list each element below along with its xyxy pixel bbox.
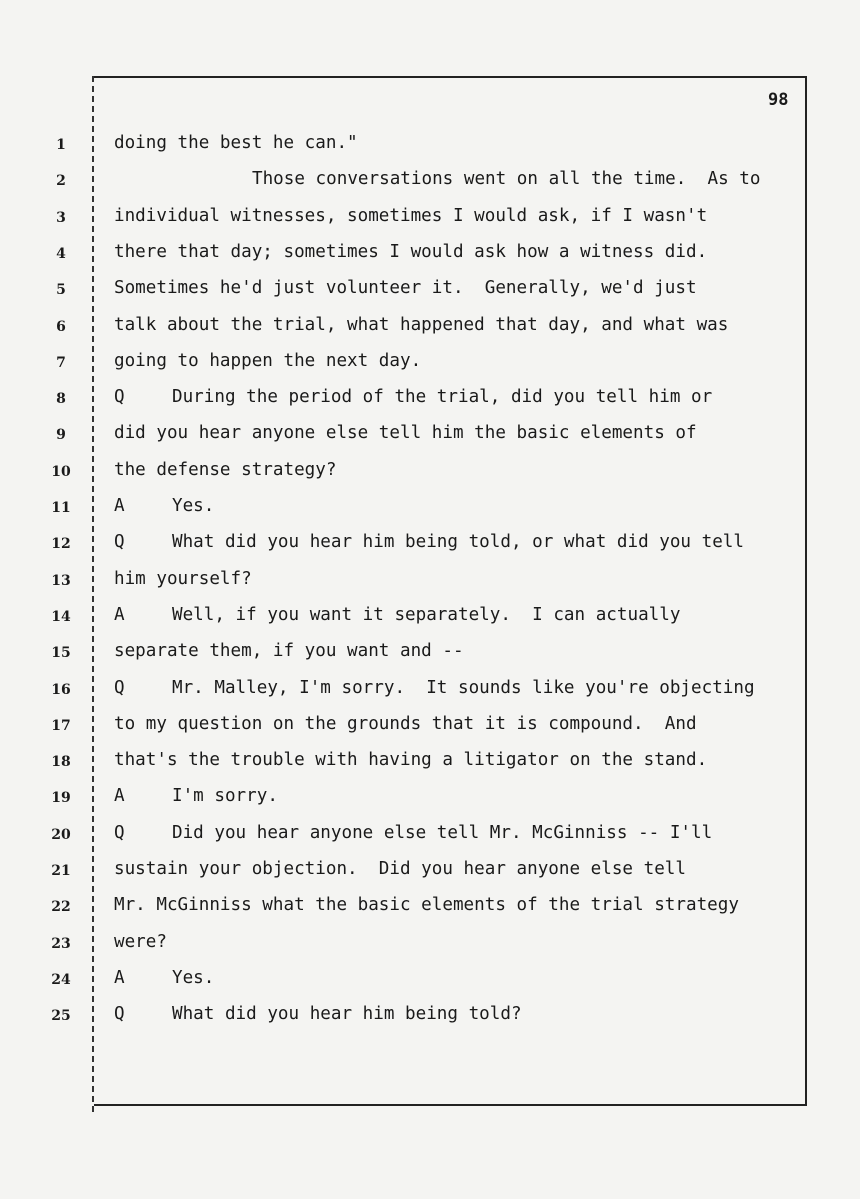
transcript-line bbox=[114, 169, 804, 189]
transcript-line bbox=[114, 206, 804, 226]
line-number: 1 bbox=[56, 137, 66, 153]
transcript-line bbox=[114, 932, 804, 952]
line-number: 17 bbox=[51, 718, 71, 734]
line-number: 19 bbox=[51, 790, 71, 806]
line-text: Yes. bbox=[172, 968, 215, 988]
line-text: him yourself? bbox=[114, 569, 252, 589]
transcript-line bbox=[114, 750, 804, 770]
speaker-label: Q bbox=[114, 823, 125, 843]
speaker-label: A bbox=[114, 605, 125, 625]
line-text: the defense strategy? bbox=[114, 460, 337, 480]
transcript-line bbox=[114, 496, 804, 516]
line-number: 7 bbox=[56, 355, 66, 371]
transcript-line bbox=[114, 895, 804, 915]
line-text: I'm sorry. bbox=[172, 786, 278, 806]
transcript-line bbox=[114, 423, 804, 443]
line-number: 13 bbox=[51, 573, 71, 589]
transcript-line bbox=[114, 968, 804, 988]
line-number: 16 bbox=[51, 682, 71, 698]
line-text: What did you hear him being told, or what did you tell bbox=[172, 532, 744, 552]
transcript-line bbox=[114, 315, 804, 335]
line-text: Well, if you want it separately. I can actually bbox=[172, 605, 681, 625]
line-text: talk about the trial, what happened that day, and what was bbox=[114, 315, 729, 335]
line-number: 6 bbox=[56, 319, 66, 335]
line-text: Those conversations went on all the time. As to bbox=[252, 169, 761, 189]
transcript-line bbox=[114, 605, 804, 625]
line-text: sustain your objection. Did you hear anyone else tell bbox=[114, 859, 686, 879]
line-text: that's the trouble with having a litigator on the stand. bbox=[114, 750, 708, 770]
speaker-label: A bbox=[114, 786, 125, 806]
line-number: 12 bbox=[51, 536, 71, 552]
line-number: 5 bbox=[56, 282, 66, 298]
line-text: did you hear anyone else tell him the basic elements of bbox=[114, 423, 697, 443]
transcript-line bbox=[114, 641, 804, 661]
transcript-line bbox=[114, 532, 804, 552]
transcript-line bbox=[114, 859, 804, 879]
transcript-line bbox=[114, 133, 804, 153]
line-text: going to happen the next day. bbox=[114, 351, 422, 371]
line-number: 15 bbox=[51, 645, 71, 661]
page-border-bottom bbox=[94, 1104, 807, 1106]
transcript-line bbox=[114, 678, 804, 698]
line-text: Did you hear anyone else tell Mr. McGinniss -- I'll bbox=[172, 823, 713, 843]
transcript-line bbox=[114, 714, 804, 734]
line-number: 24 bbox=[51, 972, 71, 988]
line-number: 22 bbox=[51, 899, 71, 915]
transcript-line bbox=[114, 786, 804, 806]
line-number: 21 bbox=[51, 863, 71, 879]
line-text: individual witnesses, sometimes I would ask, if I wasn't bbox=[114, 206, 708, 226]
page-number: 98 bbox=[768, 90, 789, 110]
line-number: 14 bbox=[51, 609, 71, 625]
line-text: Yes. bbox=[172, 496, 215, 516]
page-border-top bbox=[92, 76, 806, 78]
transcript-line bbox=[114, 569, 804, 589]
line-number: 23 bbox=[51, 936, 71, 952]
page-border-left bbox=[92, 76, 94, 1112]
speaker-label: A bbox=[114, 968, 125, 988]
transcript-line bbox=[114, 1004, 804, 1024]
line-number: 20 bbox=[51, 827, 71, 843]
line-number: 9 bbox=[56, 427, 66, 443]
speaker-label: Q bbox=[114, 387, 125, 407]
line-number: 10 bbox=[51, 464, 71, 480]
line-number: 8 bbox=[56, 391, 66, 407]
line-text: doing the best he can." bbox=[114, 133, 358, 153]
transcript-line bbox=[114, 278, 804, 298]
line-text: During the period of the trial, did you tell him or bbox=[172, 387, 713, 407]
line-text: there that day; sometimes I would ask how a witness did. bbox=[114, 242, 708, 262]
speaker-label: Q bbox=[114, 678, 125, 698]
line-text: separate them, if you want and -- bbox=[114, 641, 464, 661]
line-text: Mr. Malley, I'm sorry. It sounds like you're objecting bbox=[172, 678, 755, 698]
speaker-label: Q bbox=[114, 532, 125, 552]
line-number: 4 bbox=[56, 246, 66, 262]
transcript-line bbox=[114, 351, 804, 371]
line-text: What did you hear him being told? bbox=[172, 1004, 522, 1024]
line-number: 3 bbox=[56, 210, 66, 226]
transcript-line bbox=[114, 387, 804, 407]
transcript-line bbox=[114, 242, 804, 262]
page-border-right bbox=[805, 76, 807, 1106]
speaker-label: A bbox=[114, 496, 125, 516]
transcript-line bbox=[114, 460, 804, 480]
line-number: 25 bbox=[51, 1008, 71, 1024]
speaker-label: Q bbox=[114, 1004, 125, 1024]
line-text: were? bbox=[114, 932, 167, 952]
line-number: 11 bbox=[51, 500, 71, 516]
line-number: 2 bbox=[56, 173, 66, 189]
line-text: Mr. McGinniss what the basic elements of the trial strategy bbox=[114, 895, 739, 915]
line-number: 18 bbox=[51, 754, 71, 770]
line-text: to my question on the grounds that it is compound. And bbox=[114, 714, 697, 734]
transcript-line bbox=[114, 823, 804, 843]
line-text: Sometimes he'd just volunteer it. Generally, we'd just bbox=[114, 278, 697, 298]
